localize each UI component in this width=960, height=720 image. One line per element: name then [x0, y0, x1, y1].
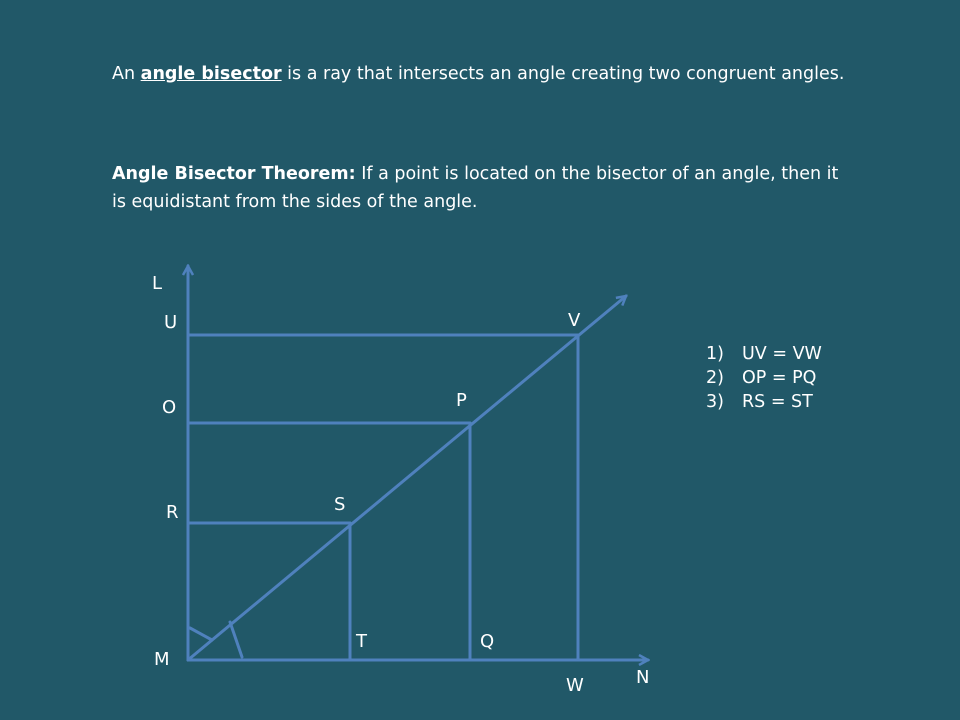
- list-item: [706, 342, 822, 366]
- label-W: W: [566, 675, 584, 696]
- label-M: M: [154, 649, 170, 670]
- theorem-text: If a point is located on the bisector of an angle, then it is equidistant from the sides of the angle.: [112, 164, 839, 212]
- label-T: T: [356, 631, 367, 652]
- label-V: V: [568, 310, 581, 331]
- label-L: L: [152, 273, 163, 294]
- list-number: 3): [706, 392, 724, 412]
- list-number: 2): [706, 368, 724, 388]
- label-S: S: [334, 494, 346, 515]
- congruent-tick-lower: [230, 622, 242, 657]
- label-U: U: [164, 312, 178, 333]
- theorem-title: Angle Bisector Theorem:: [112, 164, 356, 184]
- label-O: O: [162, 397, 177, 418]
- congruent-tick-upper: [190, 628, 212, 640]
- label-R: R: [166, 502, 179, 523]
- label-P: P: [456, 390, 467, 411]
- definition-rest: is a ray that intersects an angle creating two congruent angles.: [281, 64, 845, 84]
- definition-term: angle bisector: [140, 64, 282, 84]
- list-item: [706, 390, 822, 414]
- bisector-ray: [188, 296, 626, 660]
- list-number: 1): [706, 344, 724, 364]
- list-text: UV = VW: [742, 344, 822, 364]
- list-text: RS = ST: [742, 392, 813, 412]
- congruence-list: [706, 342, 822, 414]
- label-Q: Q: [480, 631, 495, 652]
- label-N: N: [636, 667, 650, 688]
- list-item: [706, 366, 822, 390]
- definition-prefix: An: [112, 64, 141, 84]
- list-text: OP = PQ: [742, 368, 817, 388]
